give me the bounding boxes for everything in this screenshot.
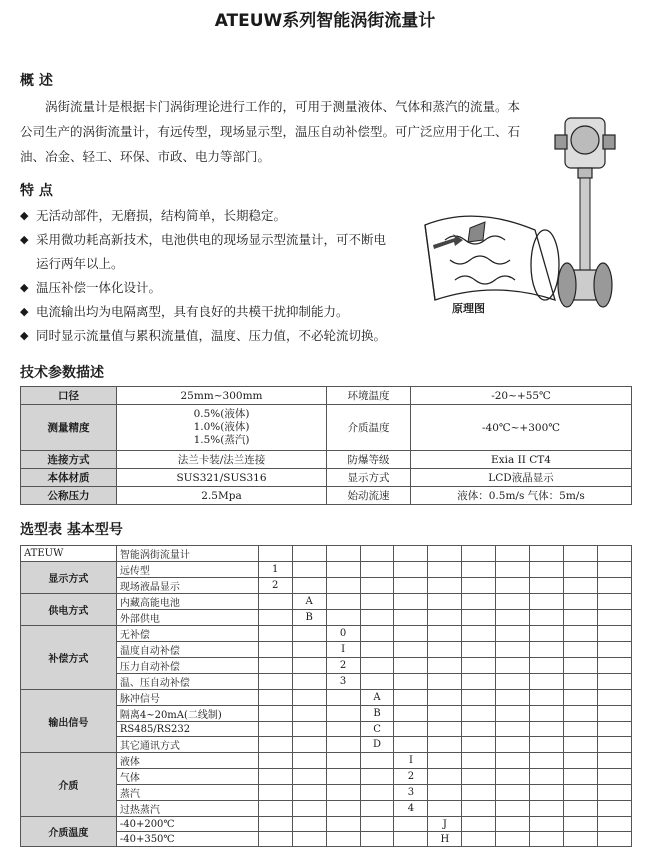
code-cell — [462, 722, 496, 737]
code-cell — [360, 642, 394, 658]
code-cell — [258, 610, 292, 626]
code-cell — [496, 785, 530, 801]
selection-table — [20, 545, 632, 847]
code-cell — [428, 785, 462, 801]
code-cell — [564, 594, 598, 610]
code-cell — [530, 737, 564, 753]
code-cell — [360, 753, 394, 769]
option-desc: -40+350℃ — [116, 832, 258, 847]
code-cell — [428, 642, 462, 658]
selection-row — [21, 562, 632, 578]
tech-param-value — [117, 405, 327, 451]
code-cell — [530, 706, 564, 722]
overview-heading: 概 述 — [20, 73, 53, 89]
code-cell — [564, 801, 598, 817]
code-cell — [326, 594, 360, 610]
code-cell — [530, 722, 564, 737]
code-cell — [530, 690, 564, 706]
selection-heading: 选型表 基本型号 — [20, 522, 123, 538]
code-cell — [360, 832, 394, 847]
page-title: ATEUW系列智能涡街流量计 — [214, 11, 436, 31]
code-cell — [394, 594, 428, 610]
code-cell — [428, 737, 462, 753]
code-cell — [292, 578, 326, 594]
code-cell — [462, 626, 496, 642]
option-code: B — [292, 610, 326, 626]
code-cell — [292, 658, 326, 674]
code-cell — [530, 753, 564, 769]
tech-param-value: 液体：0.5m/s 气体：5m/s — [411, 487, 632, 505]
tech-param-name: 显示方式 — [327, 469, 411, 487]
tech-table — [20, 386, 632, 505]
tech-row — [21, 451, 632, 469]
code-cell — [360, 769, 394, 785]
code-cell — [597, 674, 631, 690]
code-cell — [564, 690, 598, 706]
option-desc: 气体 — [116, 769, 258, 785]
code-cell — [597, 642, 631, 658]
feature-item: ◆ 同时显示流量值与累积流量值，温度、压力值，不必轮流切换。 — [20, 324, 386, 348]
code-cell — [597, 610, 631, 626]
code-cell — [564, 769, 598, 785]
code-cell — [394, 610, 428, 626]
code-cell — [326, 832, 360, 847]
code-cell — [360, 546, 394, 562]
option-desc: 温度自动补偿 — [116, 642, 258, 658]
option-code: 2 — [394, 769, 428, 785]
code-cell — [258, 769, 292, 785]
code-cell — [394, 546, 428, 562]
overview-text: 涡街流量计是根据卡门涡街理论进行工作的，可用于测量液体、气体和蒸汽的流量。本公司生产的涡街流量计，有远传型，现场显示型，温压自动补偿型。可广泛应用于化工、石油、冶金、轻工、环保、市政、电力等部门。 — [20, 99, 521, 164]
code-cell — [326, 737, 360, 753]
category-label: 显示方式 — [21, 562, 117, 594]
category-label: 供电方式 — [21, 594, 117, 626]
option-code: I — [326, 642, 360, 658]
code-cell — [326, 722, 360, 737]
model-code: ATEUW — [21, 546, 117, 562]
feature-item: ◆ 采用微功耗高新技术，电池供电的现场显示型流量计，可不断电 — [20, 228, 386, 252]
code-cell — [394, 674, 428, 690]
feature-item: ◆ 温压补偿一体化设计。 — [20, 276, 386, 300]
tech-param-value: SUS321/SUS316 — [117, 469, 327, 487]
code-cell — [292, 737, 326, 753]
code-cell — [597, 737, 631, 753]
code-cell — [462, 690, 496, 706]
code-cell — [428, 610, 462, 626]
option-code: H — [428, 832, 462, 847]
code-cell — [496, 546, 530, 562]
code-cell — [597, 769, 631, 785]
code-cell — [530, 546, 564, 562]
option-desc: 内藏高能电池 — [116, 594, 258, 610]
option-code: 2 — [326, 658, 360, 674]
code-cell — [462, 546, 496, 562]
code-cell — [496, 722, 530, 737]
code-cell — [462, 817, 496, 832]
code-cell — [496, 658, 530, 674]
code-cell — [564, 737, 598, 753]
code-cell — [326, 706, 360, 722]
code-cell — [360, 626, 394, 642]
code-cell — [292, 562, 326, 578]
code-cell — [496, 832, 530, 847]
code-cell — [597, 562, 631, 578]
option-desc: 隔离4~20mA(二线制) — [116, 706, 258, 722]
code-cell — [564, 578, 598, 594]
code-cell — [292, 706, 326, 722]
option-code: B — [360, 706, 394, 722]
code-cell — [597, 722, 631, 737]
code-cell — [326, 801, 360, 817]
diagram-caption: 原理图 — [452, 302, 485, 315]
option-desc: 蒸汽 — [116, 785, 258, 801]
code-cell — [530, 832, 564, 847]
code-cell — [428, 562, 462, 578]
code-cell — [564, 674, 598, 690]
code-cell — [258, 737, 292, 753]
code-cell — [292, 832, 326, 847]
option-code: 4 — [394, 801, 428, 817]
code-cell — [326, 578, 360, 594]
code-cell — [258, 817, 292, 832]
code-cell — [496, 690, 530, 706]
selection-row — [21, 817, 632, 832]
code-cell — [394, 690, 428, 706]
code-cell — [496, 706, 530, 722]
code-cell — [462, 674, 496, 690]
code-cell — [258, 626, 292, 642]
code-cell — [394, 722, 428, 737]
tech-param-value: 法兰卡装/法兰连接 — [117, 451, 327, 469]
code-cell — [530, 658, 564, 674]
code-cell — [394, 817, 428, 832]
code-cell — [564, 706, 598, 722]
tech-param-name: 本体材质 — [21, 469, 117, 487]
code-cell — [428, 674, 462, 690]
code-cell — [360, 817, 394, 832]
option-desc: 过热蒸汽 — [116, 801, 258, 817]
code-cell — [597, 817, 631, 832]
code-cell — [428, 722, 462, 737]
meter-head — [555, 118, 615, 178]
code-cell — [530, 785, 564, 801]
code-cell — [428, 706, 462, 722]
option-code: I — [394, 753, 428, 769]
code-cell — [292, 642, 326, 658]
code-cell — [530, 817, 564, 832]
selection-row — [21, 690, 632, 706]
code-cell — [597, 690, 631, 706]
code-cell — [394, 658, 428, 674]
code-cell — [496, 737, 530, 753]
code-cell — [597, 658, 631, 674]
code-cell — [258, 674, 292, 690]
tech-param-value-line: 0.5%(液体) — [193, 408, 250, 420]
model-desc: 智能涡街流量计 — [116, 546, 258, 562]
features-heading: 特 点 — [20, 183, 53, 199]
code-cell — [258, 722, 292, 737]
category-label: 介质温度 — [21, 817, 117, 847]
tech-param-value: LCD液晶显示 — [411, 469, 632, 487]
code-cell — [258, 594, 292, 610]
code-cell — [292, 626, 326, 642]
code-cell — [394, 642, 428, 658]
features-list — [20, 204, 386, 348]
code-cell — [530, 562, 564, 578]
code-cell — [496, 626, 530, 642]
code-cell — [564, 722, 598, 737]
meter-body — [558, 263, 612, 307]
code-cell — [530, 801, 564, 817]
tech-row — [21, 469, 632, 487]
code-cell — [360, 658, 394, 674]
option-code: 3 — [394, 785, 428, 801]
option-code: J — [428, 817, 462, 832]
flowmeter-diagram — [415, 110, 635, 325]
code-cell — [360, 594, 394, 610]
tech-param-name: 口径 — [21, 387, 117, 405]
option-desc: 无补偿 — [116, 626, 258, 642]
code-cell — [496, 562, 530, 578]
code-cell — [394, 832, 428, 847]
code-cell — [360, 610, 394, 626]
code-cell — [360, 801, 394, 817]
code-cell — [292, 801, 326, 817]
option-desc: RS485/RS232 — [116, 722, 258, 737]
code-cell — [292, 674, 326, 690]
tech-row — [21, 387, 632, 405]
tech-param-name: 连接方式 — [21, 451, 117, 469]
code-cell — [258, 801, 292, 817]
code-cell — [360, 785, 394, 801]
code-cell — [326, 562, 360, 578]
option-code: 3 — [326, 674, 360, 690]
code-cell — [597, 801, 631, 817]
code-cell — [530, 769, 564, 785]
code-cell — [530, 610, 564, 626]
option-code: 1 — [258, 562, 292, 578]
code-cell — [258, 832, 292, 847]
code-cell — [564, 817, 598, 832]
code-cell — [564, 626, 598, 642]
code-cell — [258, 546, 292, 562]
option-desc: 压力自动补偿 — [116, 658, 258, 674]
code-cell — [394, 562, 428, 578]
tech-row — [21, 487, 632, 505]
code-cell — [326, 610, 360, 626]
code-cell — [258, 753, 292, 769]
tech-param-name: 始动流速 — [327, 487, 411, 505]
code-cell — [462, 753, 496, 769]
selection-row — [21, 753, 632, 769]
tech-param-value: 2.5Mpa — [117, 487, 327, 505]
category-label: 补偿方式 — [21, 626, 117, 690]
option-desc: -40+200℃ — [116, 817, 258, 832]
code-cell — [530, 578, 564, 594]
code-cell — [462, 562, 496, 578]
code-cell — [428, 769, 462, 785]
code-cell — [597, 706, 631, 722]
category-label: 输出信号 — [21, 690, 117, 753]
code-cell — [292, 817, 326, 832]
code-cell — [564, 610, 598, 626]
code-cell — [258, 658, 292, 674]
feature-item: ◆ 电流输出均为电隔离型，具有良好的共模干扰抑制能力。 — [20, 300, 386, 324]
code-cell — [597, 785, 631, 801]
code-cell — [564, 785, 598, 801]
code-cell — [462, 832, 496, 847]
code-cell — [496, 769, 530, 785]
tech-param-name: 公称压力 — [21, 487, 117, 505]
tech-heading: 技术参数描述 — [20, 365, 104, 381]
code-cell — [360, 674, 394, 690]
feature-item: ◆ 无活动部件，无磨损，结构简单，长期稳定。 — [20, 204, 386, 228]
option-code: C — [360, 722, 394, 737]
code-cell — [462, 737, 496, 753]
code-cell — [462, 706, 496, 722]
feature-item-cont: 运行两年以上。 — [36, 256, 124, 271]
option-code: A — [360, 690, 394, 706]
tech-param-value-line: 1.0%(液体) — [193, 421, 250, 433]
code-cell — [496, 578, 530, 594]
code-cell — [394, 737, 428, 753]
tech-param-value-line: 1.5%(蒸汽) — [193, 434, 250, 446]
meter-stem — [580, 178, 590, 273]
code-cell — [292, 690, 326, 706]
code-cell — [462, 610, 496, 626]
code-cell — [326, 817, 360, 832]
option-desc: 其它通讯方式 — [116, 737, 258, 753]
option-desc: 远传型 — [116, 562, 258, 578]
code-cell — [292, 785, 326, 801]
option-desc: 液体 — [116, 753, 258, 769]
code-cell — [292, 722, 326, 737]
code-cell — [462, 769, 496, 785]
option-code: 2 — [258, 578, 292, 594]
option-desc: 温、压自动补偿 — [116, 674, 258, 690]
code-cell — [597, 578, 631, 594]
code-cell — [394, 626, 428, 642]
code-cell — [360, 578, 394, 594]
code-cell — [496, 817, 530, 832]
option-code: D — [360, 737, 394, 753]
code-cell — [394, 578, 428, 594]
code-cell — [292, 546, 326, 562]
code-cell — [496, 642, 530, 658]
category-label: 介质 — [21, 753, 117, 817]
code-cell — [462, 801, 496, 817]
code-cell — [428, 753, 462, 769]
code-cell — [258, 690, 292, 706]
code-cell — [564, 562, 598, 578]
tech-param-name: 防爆等级 — [327, 451, 411, 469]
code-cell — [462, 642, 496, 658]
code-cell — [428, 690, 462, 706]
code-cell — [496, 801, 530, 817]
code-cell — [597, 832, 631, 847]
code-cell — [326, 753, 360, 769]
code-cell — [428, 578, 462, 594]
code-cell — [462, 594, 496, 610]
code-cell — [326, 546, 360, 562]
code-cell — [530, 594, 564, 610]
code-cell — [258, 642, 292, 658]
tech-param-value: -20~+55℃ — [411, 387, 632, 405]
code-cell — [564, 753, 598, 769]
code-cell — [428, 546, 462, 562]
code-cell — [530, 626, 564, 642]
code-cell — [496, 610, 530, 626]
code-cell — [462, 785, 496, 801]
option-code: 0 — [326, 626, 360, 642]
tech-param-value: 25mm~300mm — [117, 387, 327, 405]
tech-row — [21, 405, 632, 451]
code-cell — [462, 578, 496, 594]
code-cell — [428, 801, 462, 817]
code-cell — [597, 594, 631, 610]
code-cell — [326, 769, 360, 785]
code-cell — [326, 785, 360, 801]
tech-param-name: 介质温度 — [327, 405, 411, 451]
code-cell — [428, 594, 462, 610]
code-cell — [394, 706, 428, 722]
code-cell — [564, 546, 598, 562]
tech-param-name: 环境温度 — [327, 387, 411, 405]
code-cell — [326, 690, 360, 706]
option-code: A — [292, 594, 326, 610]
code-cell — [496, 753, 530, 769]
code-cell — [292, 769, 326, 785]
option-desc: 现场液晶显示 — [116, 578, 258, 594]
code-cell — [428, 626, 462, 642]
bluff-body — [468, 222, 485, 242]
code-cell — [530, 642, 564, 658]
option-desc: 外部供电 — [116, 610, 258, 626]
selection-row — [21, 626, 632, 642]
code-cell — [258, 706, 292, 722]
code-cell — [564, 832, 598, 847]
code-cell — [258, 785, 292, 801]
code-cell — [597, 626, 631, 642]
code-cell — [597, 546, 631, 562]
code-cell — [530, 674, 564, 690]
code-cell — [462, 658, 496, 674]
code-cell — [597, 753, 631, 769]
tech-param-value: Exia II CT4 — [411, 451, 632, 469]
selection-row — [21, 594, 632, 610]
tech-param-value: -40℃~+300℃ — [411, 405, 632, 451]
code-cell — [564, 658, 598, 674]
code-cell — [360, 562, 394, 578]
code-cell — [564, 642, 598, 658]
code-cell — [496, 594, 530, 610]
tech-param-name: 测量精度 — [21, 405, 117, 451]
vortex-pipe — [425, 216, 559, 300]
code-cell — [496, 674, 530, 690]
selection-row — [21, 546, 632, 562]
code-cell — [428, 658, 462, 674]
option-desc: 脉冲信号 — [116, 690, 258, 706]
code-cell — [292, 753, 326, 769]
